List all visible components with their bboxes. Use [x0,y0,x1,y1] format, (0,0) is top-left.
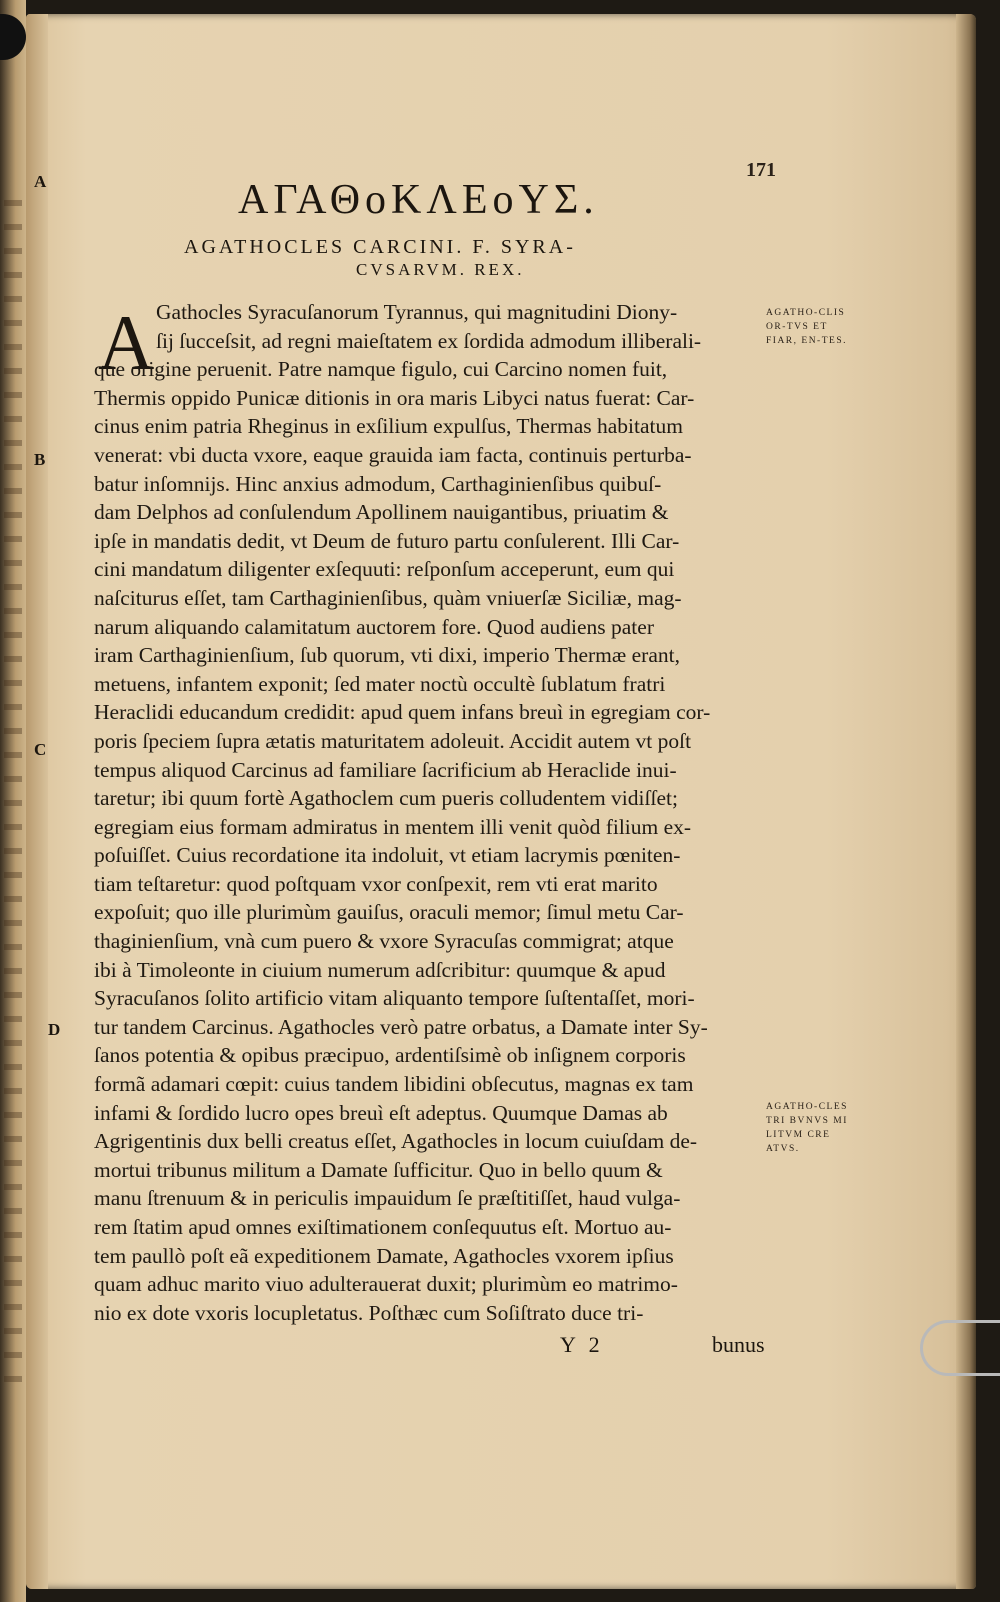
text-line: tem paullò poſt eã expeditionem Damate, Agathocles vxorem ipſius [94,1243,674,1268]
section-letter-a: A [34,172,47,191]
text-line: ibi à Timoleonte in ciuium numerum adſcribitur: quumque & apud [94,957,666,982]
text-line: cini mandatum diligenter exſequuti: reſponſum acceperunt, eum qui [94,557,675,582]
text-line: ſanos potentia & opibus præcipuo, ardentiſsimè ob inſignem corporis [94,1043,686,1068]
section-letter-d: D [48,1020,61,1039]
text-line: iram Carthaginienſium, ſub quorum, vti dixi, imperio Thermæ erant, [94,643,680,668]
text-line: ipſe in mandatis dedit, vt Deum de futuro partu conſulerent. Illi Car- [94,528,680,553]
text-line: expoſuit; quo ille plurimùm gauiſus, oraculi memor; ſimul metu Car- [94,900,684,925]
drop-cap: A [98,299,155,386]
text-line: nio ex dote vxoris locupletatus. Poſthæc cum Soſiſtrato duce tri- [94,1300,644,1325]
text-line: dam Delphos ad conſulendum Apollinem nauigantibus, priuatim & [94,500,669,525]
greek-title: ΑΓΑΘοΚΛΕοΥΣ. [238,177,599,223]
text-line: venerat: vbi ducta vxore, eaque grauida iam facta, continuis perturba- [94,442,692,467]
text-line: taretur; ibi quum fortè Agathoclem cum pueris colludentem vidiſſet; [94,786,678,811]
text-line: cinus enim patria Rheginus in exſilium expulſus, Thermas habitatum [94,414,683,439]
signature-mark: Y 2 [560,1332,604,1357]
subtitle-line-1: AGATHOCLES CARCINI. F. SYRA- [184,236,576,258]
text-line: batur inſomnijs. Hinc anxius admodum, Carthaginienſibus quibuſ- [94,471,662,496]
text-line: tempus aliquod Carcinus ad familiare ſacrificium ab Heraclide inui- [94,757,677,782]
text-line: manu ſtrenuum & in periculis impauidum ſe præſtitiſſet, haud vulga- [94,1186,681,1211]
text-line: poſuiſſet. Cuius recordatione ita indoluit, vt etiam lacrymis pœniten- [94,843,681,868]
text-line: narum aliquando calamitatum auctorem fore. Quod audiens pater [94,614,654,639]
text-line: que origine peruenit. Patre namque figulo, cui Carcino nomen fuit, [94,357,668,382]
text-line: mortui tribunus militum a Damate ſufficitur. Quo in bello quum & [94,1157,663,1182]
text-line: poris ſpeciem ſupra ætatis maturitatem adoleuit. Accidit autem vt poſt [94,728,692,753]
text-line: formã adamari cœpit: cuius tandem libidini obſecutus, magnas ex tam [94,1072,694,1097]
text-line: tiam teſtaretur: quod poſtquam vxor conſpexit, rem vti erat marito [94,871,658,896]
text-line: infami & ſordido lucro opes breuì eſt adeptus. Quumque Damas ab [94,1100,668,1125]
catchword: bunus [712,1332,765,1357]
bookmark-ribbon [920,1320,1000,1376]
text-line: Thermis oppido Punicæ ditionis in ora maris Libyci natus fuerat: Car- [94,385,695,410]
margin-note-tribune: AGATHO-CLES TRI BVNVS MI LITVM CRE ATVS. [766,1102,848,1154]
text-line: ſij ſucceſsit, ad regni maieſtatem ex ſordida admodum illiberali- [156,328,702,353]
text-line: Agrigentinis dux belli creatus eſſet, Agathocles in locum cuiuſdam de- [94,1129,698,1154]
margin-note-origin: AGATHO-CLIS OR-TVS ET FIAR, EN-TES. [766,308,847,346]
text-line: metuens, infantem exponit; ſed mater noctù occultè ſublatum fratri [94,671,666,696]
text-line: thaginienſium, vnà cum puero & vxore Syracuſas commigrat; atque [94,929,674,954]
text-line: rem ſtatim apud omnes exiſtimationem conſequutus eſt. Mortuo au- [94,1215,672,1239]
text-line: Gathocles Syracuſanorum Tyrannus, qui magnitudini Diony- [156,300,678,324]
body-text [94,298,776,1327]
text-line: egregiam eius formam admiratus in mentem illi venit quòd filium ex- [94,814,692,839]
subtitle-line-2: CVSARVM. REX. [356,260,525,279]
text-line: naſciturus eſſet, tam Carthaginienſibus, quàm vniuerſæ Siciliæ, mag- [94,585,682,610]
previous-page-edge [0,0,26,1602]
text-line: Syracuſanos ſolito artificio vitam aliquanto tempore ſuſtentaſſet, mori- [94,986,695,1011]
section-letter-b: B [34,450,46,469]
text-line: tur tandem Carcinus. Agathocles verò patre orbatus, a Damate inter Sy- [94,1014,708,1039]
book-page [26,14,976,1589]
text-line: quam adhuc marito viuo adulterauerat duxit; plurimùm eo matrimo- [94,1272,678,1297]
page-number: 171 [746,159,776,181]
text-line: Heraclidi educandum credidit: apud quem infans breuì in egregiam cor- [94,700,711,725]
gutter-shadow [26,14,48,1589]
show-through-text [4,200,22,1400]
section-letter-c: C [34,740,47,759]
